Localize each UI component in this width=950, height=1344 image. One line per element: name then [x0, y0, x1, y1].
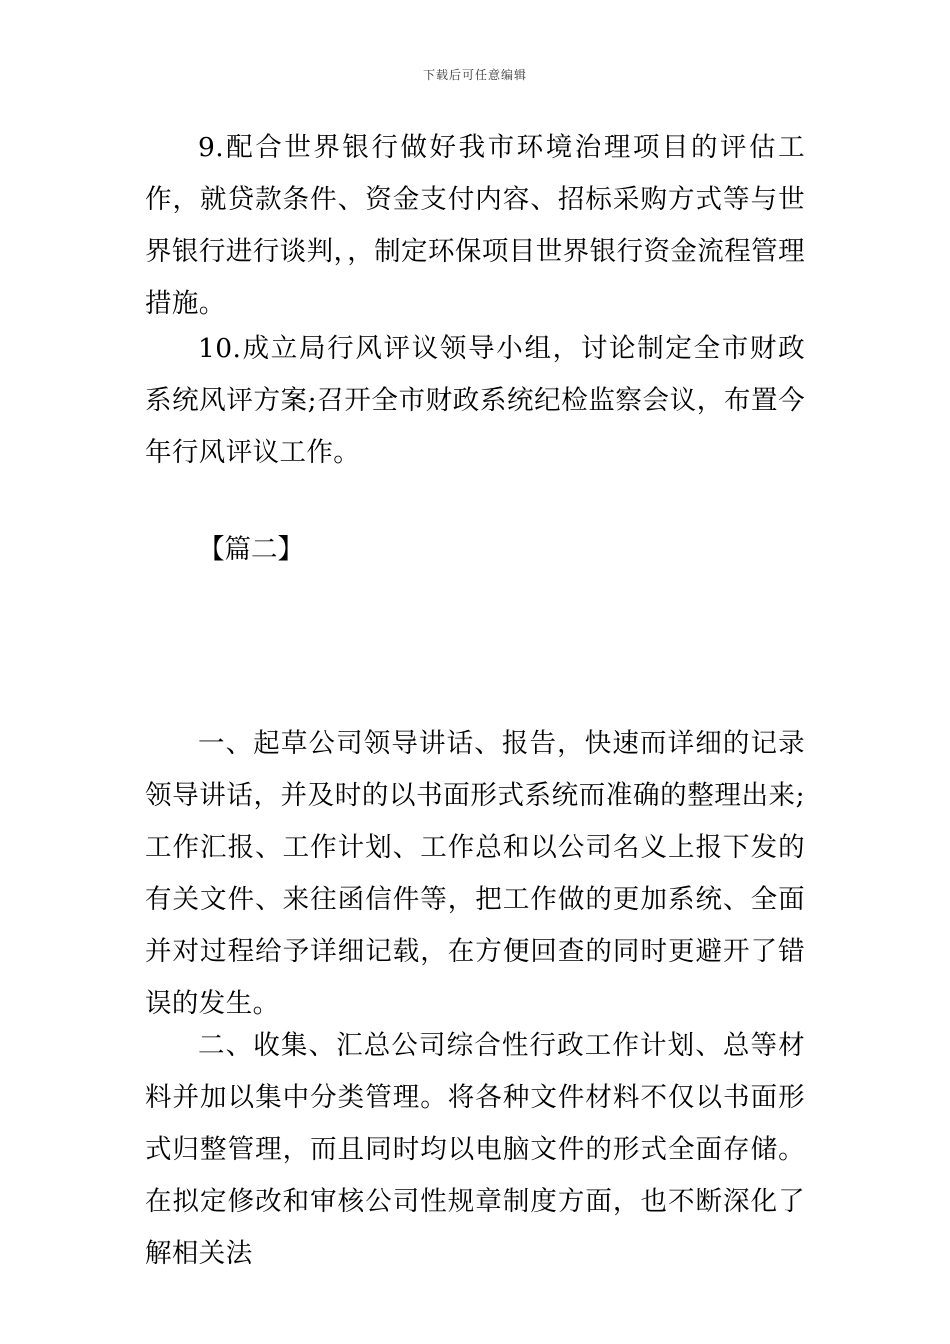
- section-paragraph-1: 一、起草公司领导讲话、报告，快速而详细的记录领导讲话，并及时的以书面形式系统而准确的整理出来;工作汇报、工作计划、工作总和以公司名义上报下发的有关文件、来往函信件等，把工作做的更加系统、全面并对过程给予详细记载，在方便回查的同时更避开了错误的发生。: [145, 728, 805, 1019]
- section-paragraph-2: 二、收集、汇总公司综合性行政工作计划、总等材料并加以集中分类管理。将各种文件材料不仅以书面形式归整管理，而且同时均以电脑文件的形式全面存储。在拟定修改和审核公司性规章制度方面，也不断深化了解相关法: [145, 1030, 805, 1269]
- section-heading: 【篇二】: [198, 534, 304, 565]
- paragraph-item-10: 10.成立局行风评议领导小组，讨论制定全市财政系统风评方案;召开全市财政系统纪检监察会议，布置今年行风评议工作。: [145, 333, 805, 468]
- page-header-note: 下载后可任意编辑: [422, 68, 527, 82]
- paragraph-item-9: 9.配合世界银行做好我市环境治理项目的评估工作，就贷款条件、资金支付内容、招标采购方式等与世界银行进行谈判，，制定环保项目世界银行资金流程管理措施。: [145, 132, 805, 319]
